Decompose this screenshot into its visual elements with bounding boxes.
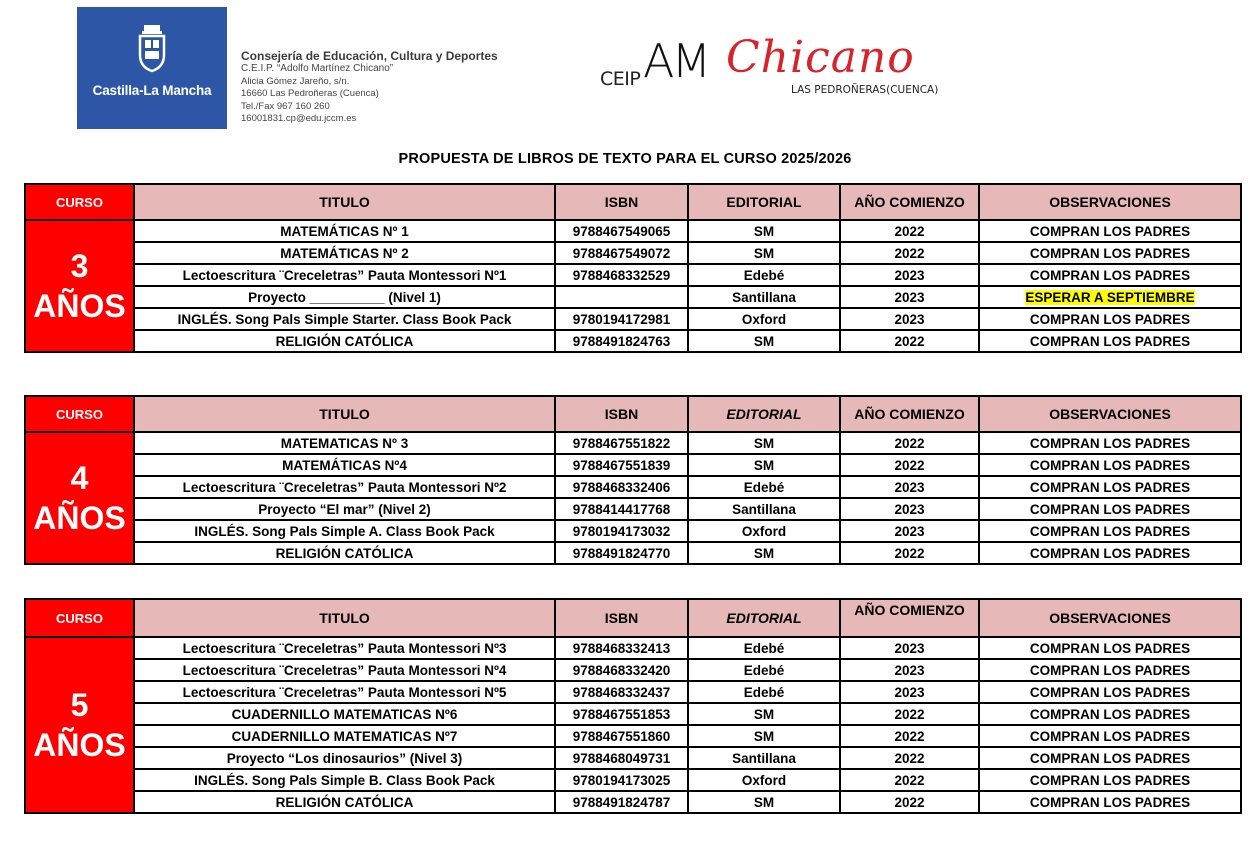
table-row [25,498,1241,520]
table-row [25,264,1241,286]
cell-ano: 2022 [840,454,979,476]
level-cell [25,220,134,352]
cell-titulo: Proyecto __________ (Nivel 1) [134,286,555,308]
cell-observaciones [979,286,1241,308]
cell-titulo: Lectoescritura ¨Creceletras” Pauta Montessori Nº2 [134,476,555,498]
logo-text: Castilla-La Mancha [92,83,212,98]
school-logo-ceip: CEIP [600,68,641,90]
cell-editorial: Edebé [688,637,840,659]
level-cell [25,637,134,813]
cell-observaciones: COMPRAN LOS PADRES [979,264,1241,286]
cell-isbn: 9780194172981 [555,308,688,330]
cell-observaciones: COMPRAN LOS PADRES [979,681,1241,703]
table-row [25,747,1241,769]
cell-ano: 2022 [840,242,979,264]
phone: Tel./Fax 967 160 260 [241,100,330,112]
col-titulo: TITULO [134,396,555,432]
cell-editorial: Oxford [688,769,840,791]
cell-ano: 2022 [840,220,979,242]
table-row [25,637,1241,659]
table-row [25,659,1241,681]
address-line-1: Alicia Gómez Jareño, s/n. [241,75,350,87]
cell-observaciones: COMPRAN LOS PADRES [979,242,1241,264]
level-word: AÑOS [33,288,126,324]
cell-isbn: 9780194173025 [555,769,688,791]
cell-ano: 2023 [840,659,979,681]
books-table-4-anos [24,395,1242,565]
cell-titulo: INGLÉS. Song Pals Simple Starter. Class Book Pack [134,308,555,330]
col-titulo: TITULO [134,184,555,220]
table-row [25,308,1241,330]
cell-editorial: SM [688,432,840,454]
col-ano-comienzo: AÑO COMIENZO [840,184,979,220]
castilla-la-mancha-logo [77,7,227,129]
cell-titulo: Lectoescritura ¨Creceletras” Pauta Montessori Nº1 [134,264,555,286]
cell-isbn: 9788468049731 [555,747,688,769]
books-table-3-anos [24,183,1242,353]
cell-isbn [555,286,688,308]
school-logo [598,32,988,104]
school-logo-am: AM [643,34,709,88]
cell-isbn: 9788468332413 [555,637,688,659]
table-row [25,681,1241,703]
table-row [25,220,1241,242]
table-row [25,286,1241,308]
cell-editorial: Edebé [688,264,840,286]
cell-titulo: RELIGIÓN CATÓLICA [134,542,555,564]
cell-observaciones: COMPRAN LOS PADRES [979,725,1241,747]
document-title: PROPUESTA DE LIBROS DE TEXTO PARA EL CURSO 2025/2026 [398,151,852,167]
level-number: 4 [70,460,89,496]
cell-observaciones: COMPRAN LOS PADRES [979,659,1241,681]
books-table-5-anos [24,598,1242,814]
cell-isbn: 9788467551822 [555,432,688,454]
cell-isbn: 9788491824770 [555,542,688,564]
cell-editorial: SM [688,542,840,564]
cell-editorial: SM [688,791,840,813]
table-row [25,725,1241,747]
col-titulo: TITULO [134,599,555,637]
email: 16001831.cp@edu.jccm.es [241,113,357,124]
cell-titulo: Lectoescritura ¨Creceletras” Pauta Montessori Nº3 [134,637,555,659]
level-number: 3 [70,248,89,284]
col-observaciones: OBSERVACIONES [979,599,1241,637]
cell-ano: 2022 [840,725,979,747]
col-observaciones: OBSERVACIONES [979,184,1241,220]
col-editorial: EDITORIAL [688,396,840,432]
level-cell [25,432,134,564]
cell-titulo: MATEMÁTICAS Nº 1 [134,220,555,242]
cell-ano: 2023 [840,637,979,659]
table-header [25,599,1241,637]
cell-editorial: Santillana [688,747,840,769]
table-row [25,242,1241,264]
cell-titulo: RELIGIÓN CATÓLICA [134,330,555,352]
cell-observaciones: COMPRAN LOS PADRES [979,476,1241,498]
cell-isbn: 9788467549065 [555,220,688,242]
cell-editorial: Edebé [688,659,840,681]
table-row [25,542,1241,564]
cell-editorial: Oxford [688,520,840,542]
cell-isbn: 9788491824763 [555,330,688,352]
cell-observaciones: COMPRAN LOS PADRES [979,454,1241,476]
cell-ano: 2022 [840,747,979,769]
table-row [25,432,1241,454]
cell-observaciones: COMPRAN LOS PADRES [979,520,1241,542]
col-ano-comienzo: AÑO COMIENZO [840,599,979,637]
cell-editorial: SM [688,725,840,747]
cell-ano: 2023 [840,498,979,520]
cell-isbn: 9788467551860 [555,725,688,747]
cell-ano: 2022 [840,432,979,454]
cell-titulo: Lectoescritura ¨Creceletras” Pauta Montessori Nº4 [134,659,555,681]
col-editorial: EDITORIAL [688,599,840,637]
cell-editorial: SM [688,454,840,476]
cell-editorial: SM [688,330,840,352]
cell-isbn: 9788491824787 [555,791,688,813]
cell-titulo: MATEMÁTICAS Nº4 [134,454,555,476]
cell-editorial: SM [688,220,840,242]
cell-titulo: INGLÉS. Song Pals Simple B. Class Book Pack [134,769,555,791]
cell-observaciones: COMPRAN LOS PADRES [979,791,1241,813]
cell-observaciones: COMPRAN LOS PADRES [979,220,1241,242]
table-row [25,520,1241,542]
cell-isbn: 9788468332406 [555,476,688,498]
cell-observaciones: COMPRAN LOS PADRES [979,747,1241,769]
cell-ano: 2022 [840,330,979,352]
cell-titulo: MATEMÁTICAS Nº 2 [134,242,555,264]
col-editorial: EDITORIAL [688,184,840,220]
school-name: C.E.I.P. “Adolfo Martínez Chicano” [241,63,394,74]
cell-editorial: Oxford [688,308,840,330]
cell-ano: 2022 [840,703,979,725]
cell-isbn: 9788467551839 [555,454,688,476]
table-row [25,791,1241,813]
cell-titulo: Proyecto “Los dinosaurios” (Nivel 3) [134,747,555,769]
cell-isbn: 9788414417768 [555,498,688,520]
cell-isbn: 9788468332437 [555,681,688,703]
cell-observaciones: COMPRAN LOS PADRES [979,498,1241,520]
cell-observaciones: COMPRAN LOS PADRES [979,330,1241,352]
cell-ano: 2023 [840,286,979,308]
table-header [25,396,1241,432]
level-word: AÑOS [33,727,126,763]
cell-ano: 2023 [840,520,979,542]
col-isbn: ISBN [555,396,688,432]
cell-isbn: 9788468332420 [555,659,688,681]
cell-editorial: Santillana [688,498,840,520]
col-curso: CURSO [25,599,134,637]
cell-ano: 2022 [840,542,979,564]
cell-observaciones: COMPRAN LOS PADRES [979,432,1241,454]
col-curso: CURSO [25,184,134,220]
school-logo-place: LAS PEDROÑERAS(CUENCA) [791,84,939,96]
cell-titulo: RELIGIÓN CATÓLICA [134,791,555,813]
cell-isbn: 9788467549072 [555,242,688,264]
level-word: AÑOS [33,500,126,536]
cell-titulo: CUADERNILLO MATEMATICAS Nº7 [134,725,555,747]
cell-titulo: INGLÉS. Song Pals Simple A. Class Book Pack [134,520,555,542]
cell-ano: 2022 [840,769,979,791]
cell-ano: 2023 [840,476,979,498]
highlighted-observation: ESPERAR A SEPTIEMBRE [1025,289,1195,305]
table-header [25,184,1241,220]
table-row [25,454,1241,476]
cell-titulo: Proyecto “El mar” (Nivel 2) [134,498,555,520]
cell-isbn: 9788468332529 [555,264,688,286]
address-line-2: 16660 Las Pedroñeras (Cuenca) [241,88,379,99]
cell-titulo: CUADERNILLO MATEMATICAS Nº6 [134,703,555,725]
cell-observaciones: COMPRAN LOS PADRES [979,769,1241,791]
cell-observaciones: COMPRAN LOS PADRES [979,308,1241,330]
cell-isbn: 9780194173032 [555,520,688,542]
col-ano-comienzo: AÑO COMIENZO [840,396,979,432]
level-number: 5 [70,687,89,723]
col-observaciones: OBSERVACIONES [979,396,1241,432]
table-row [25,703,1241,725]
institution-name: Consejería de Educación, Cultura y Deportes [241,49,498,63]
col-isbn: ISBN [555,599,688,637]
cell-titulo: Lectoescritura ¨Creceletras” Pauta Montessori Nº5 [134,681,555,703]
cell-observaciones: COMPRAN LOS PADRES [979,703,1241,725]
cell-ano: 2023 [840,681,979,703]
cell-observaciones: COMPRAN LOS PADRES [979,637,1241,659]
cell-editorial: Edebé [688,681,840,703]
table-row [25,769,1241,791]
institution-info [241,49,498,126]
cell-editorial: Santillana [688,286,840,308]
cell-isbn: 9788467551853 [555,703,688,725]
cell-observaciones: COMPRAN LOS PADRES [979,542,1241,564]
cell-editorial: SM [688,703,840,725]
cell-editorial: SM [688,242,840,264]
cell-ano: 2023 [840,264,979,286]
col-isbn: ISBN [555,184,688,220]
cell-ano: 2022 [840,791,979,813]
coat-of-arms-icon [135,23,169,73]
cell-ano: 2023 [840,308,979,330]
cell-editorial: Edebé [688,476,840,498]
school-logo-chicano: Chicano [726,32,915,83]
col-curso: CURSO [25,396,134,432]
cell-titulo: MATEMATICAS Nº 3 [134,432,555,454]
table-row [25,476,1241,498]
table-row [25,330,1241,352]
